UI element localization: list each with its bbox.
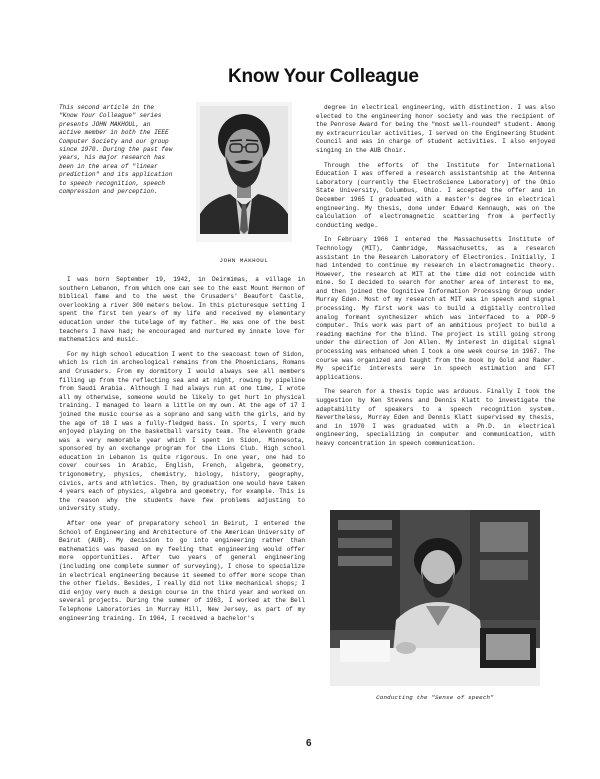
paragraph: For my high school education I went to the seacoast town of Sidon, which is rich in archeological remains from the Phoenicians, Romans and Crusaders. From my dormitory I would always see all members filling up from the reflecting sea and at night, rowing by pipeline from Saudi Arabia. Although I had always run at one time, I wrote all my otherwise, someone would be likely to get hurt in physical training. I managed to learn a little on my own. At the age of 17 I joined the music course as a soprano and sang with the girls, and by the age of 18 I was a fully-fledged bass. In sports, I very much enjoyed playing on the basketball varsity team. The eleventh grade was a very memorable year which I spent in Sidon, Minnesota, sponsored by an exchange program for the Lions Club. High school education in Lebanon is quite rigorous. In one year, one had to cover courses in Arabic, English, French, algebra, geometry, trigonometry, physics, chemistry, biology, history, geography, civics, arts and athletics. Then, by graduation one would have taken 4 years each of physics, algebra and geometry, for example. This is the reason why the students have few problems adjusting to university study.: [59, 350, 305, 513]
left-column: [59, 276, 305, 629]
paragraph: The search for a thesis topic was arduous. Finally I took the suggestion by Ken Stevens and Dennis Klatt to investigate the adaptability of speakers to a speech recognition system. Nevertheless, Murray Eden and Dennis Klatt supervised my thesis, and in 1970 I was graduated with a Ph.D. in electrical engineering, specializing in computer and communication, with heavy concentration in speech communication.: [316, 388, 555, 447]
intro-blurb: This second article in the "Know Your Colleague" series presents JOHN MAKHOUL, an active member in both the IEEE Computer Society and our group since 1970. During the past few years, his major research has been in the area of "linear prediction" and its application to speech recognition, speech compression and perception.: [59, 104, 173, 196]
portrait-photo: [196, 102, 292, 242]
portrait-caption: JOHN MAKHOUL: [219, 257, 269, 264]
paragraph: Through the efforts of the Institute for International Education I was offered a research assistantship at the Antenna Laboratory (currently the ElectroScience Laboratory) of the Ohio State University, Columbus, Ohio. I accepted the offer and in December 1965 I graduated with a master's degree in electrical engineering. My thesis, done under Edward Kennaugh, was on the calculation of electromagnetic scattering from a perfectly conducting wedge.: [316, 161, 555, 229]
paragraph: degree in electrical engineering, with distinction. I was also elected to the engineering honor society and was the recipient of the Penrose Award for being the "most well-rounded" student. Among my extracurricular activities, I served on the Engineering Student Council and was in charge of student activities. I also enjoyed singing in the AUB Choir.: [316, 104, 555, 154]
lab-image: [330, 510, 540, 686]
article-title: Know Your Colleague: [228, 66, 419, 87]
paragraph: In February 1966 I entered the Massachusetts Institute of Technology (MIT), Cambridge, Massachusetts, as a research assistant in the Research Laboratory of Electronics. Initially, I had intended to continue my research in electromagnetic theory. However, the research at MIT at the time did not coincide with mine. So I decided to search for another area of interest to me, and then joined the Cognitive Information Processing Group under Murray Eden. Most of my research at MIT was in speech and signal processing. My first work was to build a digitally controlled analog formant synthesizer which was interfaced to a PDP-9 computer. This work was part of an ambitious project to build a reading machine for the blind. The project is still going strong under the direction of Jon Allen. My interest in digital signal processing was enhanced when I took a one week course in 1967. The course was organized and taught from the book by Gold and Rader. My specific interests were in speech estimation and FFT applications.: [316, 236, 555, 381]
paragraph: After one year of preparatory school in Beirut, I entered the School of Engineering and Architecture of the American University of Beirut (AUB). My decision to go into engineering rather than mathematics was based on my feeling that engineering would offer more opportunities. After two years of general engineering (including one complete summer of surveying), I chose to specialize in electrical engineering because it seemed to offer more scope than the other fields. Besides, I really did not like mechanical shops; I did enjoy very much a design course in the third year and worked on several projects. During the summer of 1963, I worked at the Bell Telephone Laboratories in Murray Hill, New Jersey, as part of my engineering training. In 1964, I received a bachelor's: [59, 520, 305, 622]
right-column: [316, 104, 555, 455]
photo-caption: Conducting the "Sense of speech": [376, 694, 494, 701]
lab-photo: [330, 510, 540, 686]
portrait-image: [196, 102, 292, 242]
page-number: 6: [306, 738, 312, 749]
paragraph: I was born September 19, 1942, in Deirmimas, a village in southern Lebanon, from which one can see to the east Mount Hermon of biblical fame and to the west the Crusaders' Beaufort Castle, overlooking a river 300 meters below. In this picturesque setting I spent the first ten years of my life and received my elementary education under the tutelage of my father. He was one of the best teachers I have had; he encouraged and nurtured my innate love for mathematics and music.: [59, 276, 305, 344]
